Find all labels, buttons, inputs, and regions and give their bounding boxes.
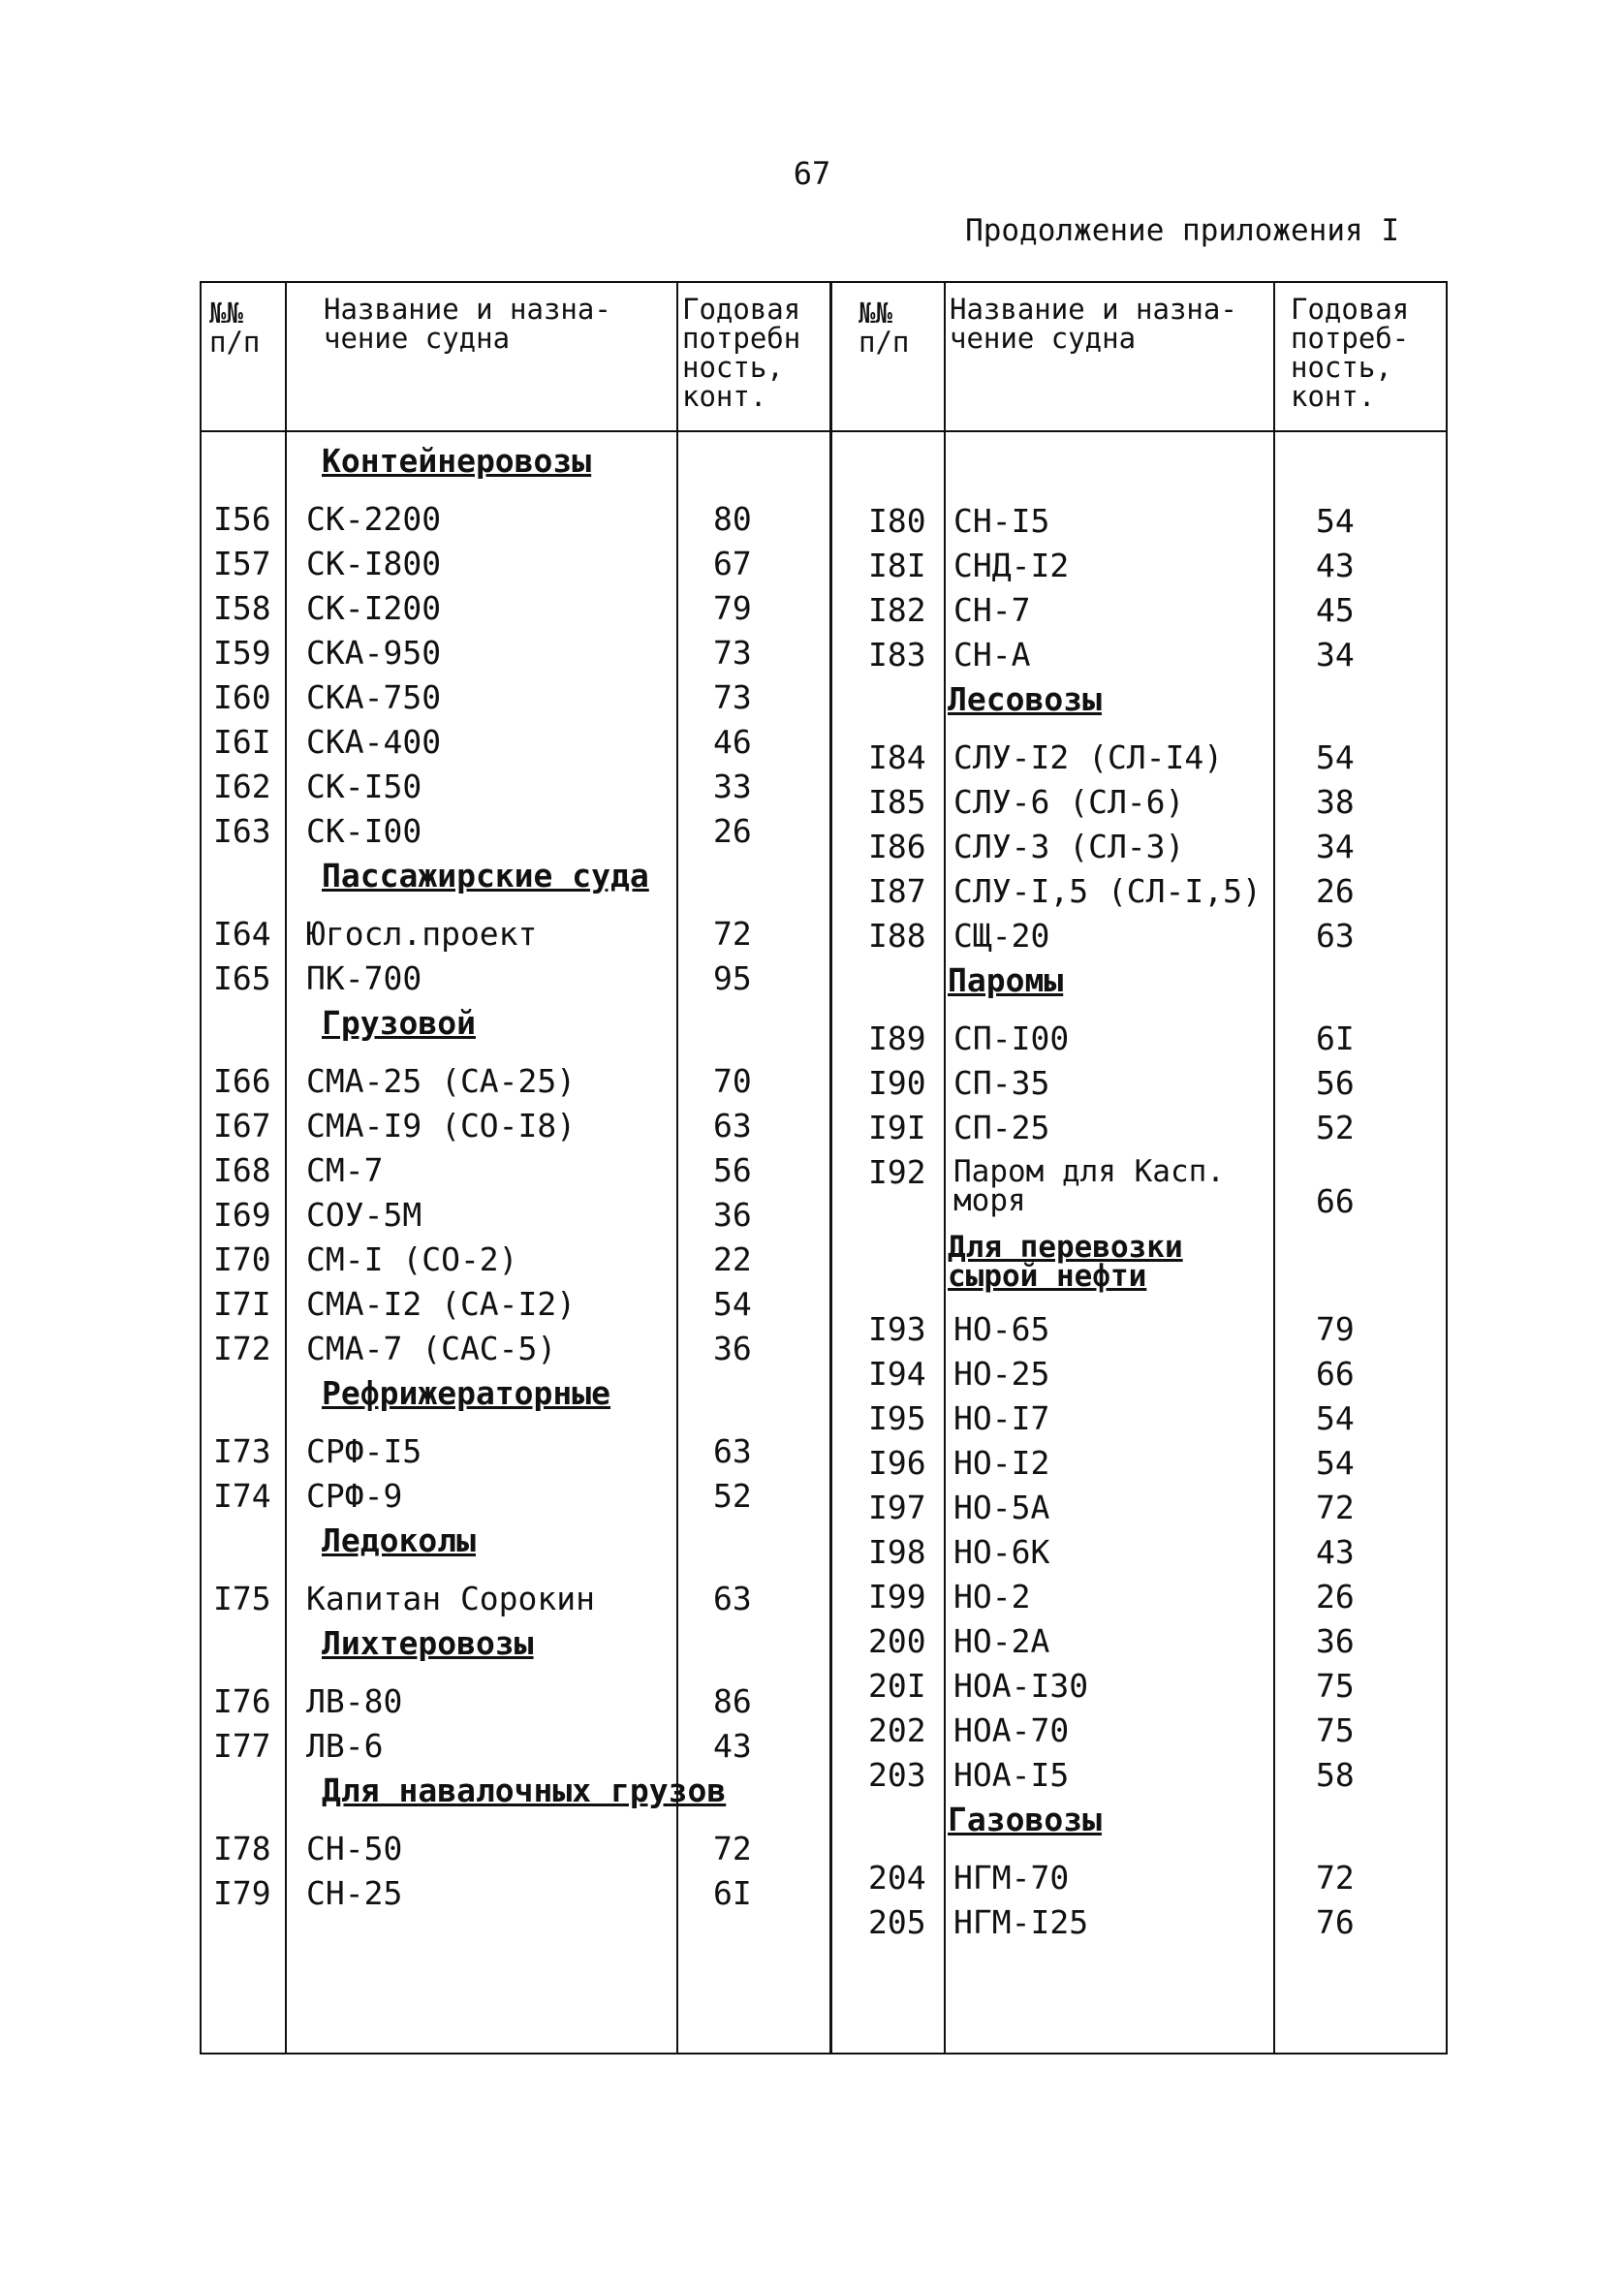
- row-number: I78: [213, 1830, 271, 1867]
- annual-demand: 54: [1316, 1444, 1355, 1482]
- vessel-name: СН-А: [953, 636, 1031, 674]
- annual-demand: 22: [713, 1240, 752, 1278]
- annual-demand: 52: [1316, 1109, 1355, 1146]
- row-number: I72: [213, 1330, 271, 1367]
- header-qty-left: Годовая потребн ность, конт.: [682, 293, 801, 413]
- annual-demand: 75: [1316, 1667, 1355, 1705]
- vessel-name: СЛУ-I,5 (СЛ-I,5): [953, 872, 1262, 910]
- row-number: I69: [213, 1196, 271, 1234]
- annual-demand: 45: [1316, 591, 1355, 629]
- column-divider: [944, 281, 946, 2055]
- row-number: I88: [868, 917, 926, 955]
- row-number: I87: [868, 872, 926, 910]
- vessel-name: СН-25: [306, 1874, 403, 1912]
- annual-demand: 43: [1316, 1533, 1355, 1571]
- vessel-name: СН-50: [306, 1830, 403, 1867]
- row-number: I56: [213, 500, 271, 538]
- row-number: I96: [868, 1444, 926, 1482]
- annual-demand: 72: [713, 915, 752, 953]
- row-number: I94: [868, 1355, 926, 1393]
- annual-demand: 56: [713, 1151, 752, 1189]
- annual-demand: 66: [1316, 1355, 1355, 1393]
- vessel-name: НОА-I30: [953, 1667, 1089, 1705]
- row-number: I97: [868, 1489, 926, 1526]
- annual-demand: 34: [1316, 828, 1355, 865]
- vessel-name: НО-65: [953, 1310, 1050, 1348]
- vessel-name: СРФ-I5: [306, 1432, 422, 1470]
- vessel-name: СМ-I (СО-2): [306, 1240, 518, 1278]
- annual-demand: 95: [713, 959, 752, 997]
- annual-demand: 72: [713, 1830, 752, 1867]
- vessel-name: СП-25: [953, 1109, 1050, 1146]
- annual-demand: 36: [713, 1330, 752, 1367]
- annual-demand: 38: [1316, 783, 1355, 821]
- header-name-right: Название и назна- чение судна: [950, 293, 1237, 355]
- vessel-name: НОА-70: [953, 1711, 1070, 1749]
- annual-demand: 26: [1316, 1578, 1355, 1616]
- row-number: I93: [868, 1310, 926, 1348]
- annual-demand: 63: [713, 1107, 752, 1145]
- row-number: I66: [213, 1062, 271, 1100]
- row-number: 202: [868, 1711, 926, 1749]
- annual-demand: 6I: [713, 1874, 752, 1912]
- row-number: I76: [213, 1682, 271, 1720]
- continuation-heading: Продолжение приложения I: [965, 213, 1399, 248]
- vessel-name: СКА-950: [306, 634, 442, 672]
- section-title: Рефрижераторные: [322, 1374, 611, 1412]
- row-number: I77: [213, 1727, 271, 1765]
- row-number: 203: [868, 1756, 926, 1794]
- row-number: I73: [213, 1432, 271, 1470]
- annual-demand: 63: [1316, 917, 1355, 955]
- vessel-name: Паром для Касп. моря: [953, 1154, 1225, 1218]
- row-number: I70: [213, 1240, 271, 1278]
- header-num-right: №№ п/п: [859, 297, 910, 359]
- vessel-name: Югосл.проект: [306, 915, 538, 953]
- vessel-name: СМА-7 (САС-5): [306, 1330, 557, 1367]
- row-number: I9I: [868, 1109, 926, 1146]
- ship-demand-table: [200, 281, 1448, 2055]
- row-number: I8I: [868, 547, 926, 584]
- row-number: I98: [868, 1533, 926, 1571]
- section-title: Ледоколы: [322, 1521, 476, 1559]
- vessel-name: ПК-700: [306, 959, 422, 997]
- vessel-name: СН-7: [953, 591, 1031, 629]
- vessel-name: НО-2: [953, 1578, 1031, 1616]
- section-title: Газовозы: [948, 1801, 1102, 1838]
- vessel-name: НО-5А: [953, 1489, 1050, 1526]
- row-number: I84: [868, 738, 926, 776]
- annual-demand: 56: [1316, 1064, 1355, 1102]
- vessel-name: НО-6К: [953, 1533, 1050, 1571]
- annual-demand: 58: [1316, 1756, 1355, 1794]
- table-border-left: [200, 281, 202, 2055]
- column-divider-center: [829, 281, 832, 2055]
- row-number: I75: [213, 1580, 271, 1617]
- row-number: I57: [213, 545, 271, 582]
- vessel-name: СРФ-9: [306, 1477, 403, 1515]
- vessel-name: СМА-I2 (СА-I2): [306, 1285, 577, 1323]
- annual-demand: 54: [1316, 1399, 1355, 1437]
- section-title: Грузовой: [322, 1004, 476, 1042]
- vessel-name: СП-I00: [953, 1020, 1070, 1057]
- annual-demand: 26: [1316, 872, 1355, 910]
- vessel-name: ЛВ-6: [306, 1727, 384, 1765]
- row-number: I65: [213, 959, 271, 997]
- vessel-name: СКА-400: [306, 723, 442, 761]
- vessel-name: СК-I800: [306, 545, 442, 582]
- row-number: I59: [213, 634, 271, 672]
- annual-demand: 36: [713, 1196, 752, 1234]
- row-number: I68: [213, 1151, 271, 1189]
- annual-demand: 46: [713, 723, 752, 761]
- vessel-name: ЛВ-80: [306, 1682, 403, 1720]
- row-number: I99: [868, 1578, 926, 1616]
- annual-demand: 73: [713, 634, 752, 672]
- annual-demand: 63: [713, 1580, 752, 1617]
- annual-demand: 63: [713, 1432, 752, 1470]
- row-number: I80: [868, 502, 926, 540]
- annual-demand: 70: [713, 1062, 752, 1100]
- annual-demand: 79: [713, 589, 752, 627]
- vessel-name: НГМ-I25: [953, 1903, 1089, 1941]
- row-number: I86: [868, 828, 926, 865]
- row-number: I85: [868, 783, 926, 821]
- header-qty-right: Годовая потреб- ность, конт.: [1291, 293, 1410, 413]
- vessel-name: НО-I7: [953, 1399, 1050, 1437]
- column-divider: [1273, 281, 1275, 2055]
- section-title: Для перевозки сырой нефти: [948, 1230, 1183, 1294]
- vessel-name: СЩ-20: [953, 917, 1050, 955]
- vessel-name: Капитан Сорокин: [306, 1580, 596, 1617]
- row-number: I90: [868, 1064, 926, 1102]
- annual-demand: 86: [713, 1682, 752, 1720]
- vessel-name: СК-I200: [306, 589, 442, 627]
- section-title: Лихтеровозы: [322, 1624, 534, 1662]
- annual-demand: 67: [713, 545, 752, 582]
- row-number: I60: [213, 678, 271, 716]
- annual-demand: 43: [1316, 547, 1355, 584]
- header-name-left: Название и назна- чение судна: [324, 293, 611, 355]
- section-title: Пассажирские суда: [322, 857, 649, 894]
- annual-demand: 79: [1316, 1310, 1355, 1348]
- row-number: I95: [868, 1399, 926, 1437]
- vessel-name: СН-I5: [953, 502, 1050, 540]
- row-number: 205: [868, 1903, 926, 1941]
- vessel-name: НГМ-70: [953, 1859, 1070, 1897]
- vessel-name: СНД-I2: [953, 547, 1070, 584]
- section-title: Для навалочных грузов: [322, 1772, 727, 1809]
- vessel-name: НОА-I5: [953, 1756, 1070, 1794]
- table-border-top: [200, 281, 1448, 283]
- vessel-name: СЛУ-3 (СЛ-3): [953, 828, 1185, 865]
- annual-demand: 33: [713, 768, 752, 805]
- row-number: I83: [868, 636, 926, 674]
- vessel-name: СКА-750: [306, 678, 442, 716]
- vessel-name: СМ-7: [306, 1151, 384, 1189]
- annual-demand: 66: [1316, 1182, 1355, 1220]
- row-number: I6I: [213, 723, 271, 761]
- row-number: I62: [213, 768, 271, 805]
- vessel-name: СОУ-5М: [306, 1196, 422, 1234]
- header-divider: [200, 430, 1448, 432]
- row-number: 200: [868, 1622, 926, 1660]
- row-number: I92: [868, 1153, 926, 1191]
- vessel-name: СЛУ-I2 (СЛ-I4): [953, 738, 1224, 776]
- row-number: I89: [868, 1020, 926, 1057]
- row-number: I63: [213, 812, 271, 850]
- annual-demand: 75: [1316, 1711, 1355, 1749]
- table-border-right: [1446, 281, 1448, 2055]
- section-title: Контейнеровозы: [322, 442, 592, 480]
- row-number: I64: [213, 915, 271, 953]
- header-num-left: №№ п/п: [209, 297, 261, 359]
- vessel-name: СМА-25 (СА-25): [306, 1062, 577, 1100]
- row-number: I74: [213, 1477, 271, 1515]
- annual-demand: 54: [1316, 738, 1355, 776]
- column-divider: [285, 281, 287, 2055]
- vessel-name: СК-I50: [306, 768, 422, 805]
- row-number: I67: [213, 1107, 271, 1145]
- vessel-name: СМА-I9 (СО-I8): [306, 1107, 577, 1145]
- annual-demand: 80: [713, 500, 752, 538]
- annual-demand: 34: [1316, 636, 1355, 674]
- annual-demand: 54: [713, 1285, 752, 1323]
- annual-demand: 76: [1316, 1903, 1355, 1941]
- vessel-name: СК-2200: [306, 500, 442, 538]
- annual-demand: 36: [1316, 1622, 1355, 1660]
- page-number: 67: [793, 155, 831, 192]
- section-title: Лесовозы: [948, 680, 1102, 718]
- row-number: I7I: [213, 1285, 271, 1323]
- annual-demand: 52: [713, 1477, 752, 1515]
- table-border-bottom: [200, 2053, 1448, 2055]
- annual-demand: 73: [713, 678, 752, 716]
- row-number: I82: [868, 591, 926, 629]
- vessel-name: НО-25: [953, 1355, 1050, 1393]
- vessel-name: СК-I00: [306, 812, 422, 850]
- vessel-name: СЛУ-6 (СЛ-6): [953, 783, 1185, 821]
- annual-demand: 54: [1316, 502, 1355, 540]
- annual-demand: 6I: [1316, 1020, 1355, 1057]
- vessel-name: НО-2А: [953, 1622, 1050, 1660]
- row-number: I58: [213, 589, 271, 627]
- vessel-name: НО-I2: [953, 1444, 1050, 1482]
- annual-demand: 43: [713, 1727, 752, 1765]
- annual-demand: 72: [1316, 1489, 1355, 1526]
- row-number: 204: [868, 1859, 926, 1897]
- annual-demand: 72: [1316, 1859, 1355, 1897]
- row-number: I79: [213, 1874, 271, 1912]
- vessel-name: СП-35: [953, 1064, 1050, 1102]
- section-title: Паромы: [948, 961, 1064, 999]
- annual-demand: 26: [713, 812, 752, 850]
- row-number: 20I: [868, 1667, 926, 1705]
